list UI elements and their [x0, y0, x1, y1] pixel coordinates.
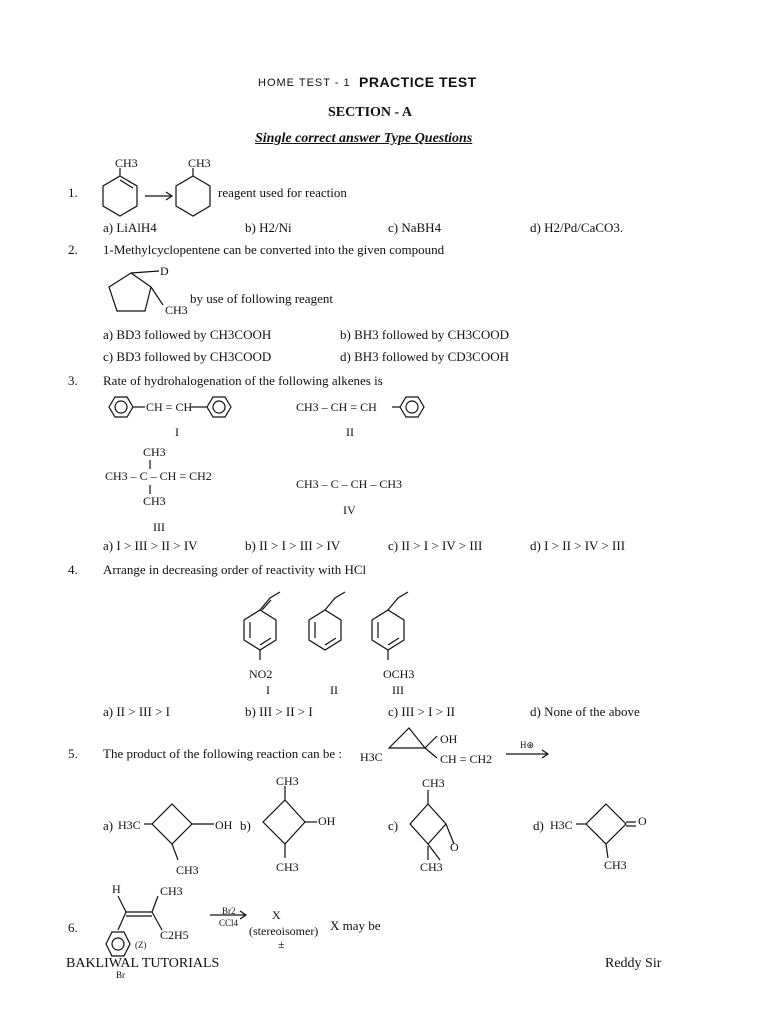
q1-text: reagent used for reaction [218, 185, 347, 200]
q1-option-b[interactable]: b) H2/Ni [245, 220, 292, 235]
q3-label-4: IV [343, 503, 356, 517]
q5-d-h3c: H3C [550, 818, 573, 832]
q4-option-b[interactable]: b) III > II > I [245, 704, 313, 719]
practice-test-title: PRACTICE TEST [359, 74, 477, 90]
q4-label-3: III [392, 683, 404, 697]
q5-option-b[interactable]: b) [240, 818, 251, 833]
question-6-number: 6. [68, 920, 78, 935]
q3-text: Rate of hydrohalogenation of the following alkenes is [103, 373, 383, 388]
q3-structure-1: CH = CH [146, 400, 193, 414]
q3-structure-3: CH3 – C – CH = CH2 [105, 469, 212, 483]
q5-c-ch3-top: CH3 [422, 776, 445, 790]
q6-br-label: Br [116, 970, 125, 980]
q3-structure-4: CH3 – C – CH – CH3 [296, 477, 403, 491]
q5-option-c[interactable]: c) [388, 818, 399, 833]
question-5-number: 5. [68, 746, 78, 761]
q3-structure-2: CH3 – CH = CH [296, 400, 377, 414]
q2-option-d[interactable]: d) BH3 followed by CD3COOH [340, 349, 509, 364]
q6-ch3-label: CH3 [160, 884, 183, 898]
q4-option-c[interactable]: c) III > I > II [388, 704, 455, 719]
q3-option-a[interactable]: a) I > III > II > IV [103, 538, 198, 553]
q1-option-a[interactable]: a) LiAlH4 [103, 220, 157, 235]
q3-option-b[interactable]: b) II > I > III > IV [245, 538, 341, 553]
q5-a-ch3: CH3 [176, 863, 199, 877]
q4-text: Arrange in decreasing order of reactivity with HCl [103, 562, 367, 577]
question-4-number: 4. [68, 562, 78, 577]
q5-c-oxygen: O [450, 840, 459, 854]
question-3-number: 3. [68, 373, 78, 388]
q5-cyclopropane-structure [385, 722, 435, 762]
q5-text: The product of the following reaction can be : [103, 746, 342, 761]
q1-option-c[interactable]: c) NaBH4 [388, 220, 442, 235]
q4-nitro-substituent: NO2 [249, 667, 273, 681]
q1-ch3-reactant: CH3 [115, 156, 138, 170]
q5-reagent: H⊕ [520, 740, 535, 750]
q4-label-2: II [330, 683, 338, 697]
q3-option-c[interactable]: c) II > I > IV > III [388, 538, 483, 553]
q4-styrene-structures [240, 588, 420, 678]
section-title: SECTION - A [328, 105, 413, 120]
q5-reaction-arrow [506, 750, 552, 760]
q3-phenyl-2 [392, 393, 432, 423]
q2-text: 1-Methylcyclopentene can be converted into the given compound [103, 242, 445, 257]
q5-a-h3c: H3C [118, 818, 141, 832]
q5-d-ch3: CH3 [604, 858, 627, 872]
q2-reagent-text: by use of following reagent [190, 291, 333, 306]
q5-h3c-label: H3C [360, 750, 383, 764]
q5-oh-label: OH [440, 732, 458, 746]
question-1-number: 1. [68, 185, 78, 200]
q1-option-d[interactable]: d) H2/Pd/CaCO3. [530, 220, 624, 235]
q6-reagent-bottom: CCl4 [219, 918, 239, 928]
q6-stereoisomer-label: (stereoisomer) [249, 924, 319, 938]
q3-label-2: II [346, 425, 354, 439]
q2-option-b[interactable]: b) BH3 followed by CH3COOD [340, 327, 509, 342]
q4-label-1: I [266, 683, 270, 697]
q2-ch3-label: CH3 [165, 303, 188, 317]
q6-reagent-top: Br2 [222, 906, 236, 916]
q5-vinyl-label: CH = CH2 [440, 752, 493, 766]
q3-structure-3-bottom: CH3 [143, 494, 166, 508]
q6-h-label: H [112, 882, 121, 896]
q2-option-a[interactable]: a) BD3 followed by CH3COOH [103, 327, 272, 342]
q6-c2h5-label: C2H5 [160, 928, 189, 942]
q5-option-a[interactable]: a) [103, 818, 114, 833]
q3-label-1: I [175, 425, 179, 439]
q5-option-d[interactable]: d) [533, 818, 544, 833]
q5-b-ch3-bottom: CH3 [276, 860, 299, 874]
section-subtitle: Single correct answer Type Questions [255, 131, 473, 146]
question-2-number: 2. [68, 242, 78, 257]
q6-x-label: X [272, 908, 281, 922]
q3-structure-3-top: CH3 [143, 445, 166, 459]
q5-a-oh: OH [215, 818, 233, 832]
q5-b-ch3-top: CH3 [276, 774, 299, 788]
q5-c-ch3-bottom: CH3 [420, 860, 443, 874]
q3-label-3: III [153, 520, 165, 534]
footer-left: BAKLIWAL TUTORIALS [66, 956, 220, 971]
q2-d-label: D [160, 264, 169, 278]
q4-option-d[interactable]: d) None of the above [530, 704, 640, 719]
q4-methoxy-substituent: OCH3 [383, 667, 415, 681]
q6-pm-label: ± [278, 937, 285, 951]
q1-ch3-product: CH3 [188, 156, 211, 170]
q6-z-label: (Z) [135, 940, 147, 950]
q4-option-a[interactable]: a) II > III > I [103, 704, 170, 719]
q3-structure-3-bonds [145, 458, 155, 508]
q3-option-d[interactable]: d) I > II > IV > III [530, 538, 626, 553]
q5-option-d-structure [572, 796, 642, 866]
q5-d-oxygen: O [638, 814, 647, 828]
q6-text: X may be [330, 918, 381, 933]
q2-option-c[interactable]: c) BD3 followed by CH3COOD [103, 349, 272, 364]
footer-right: Reddy Sir [605, 956, 662, 971]
home-test-label: HOME TEST - 1 [258, 77, 351, 89]
q5-b-oh: OH [318, 814, 336, 828]
